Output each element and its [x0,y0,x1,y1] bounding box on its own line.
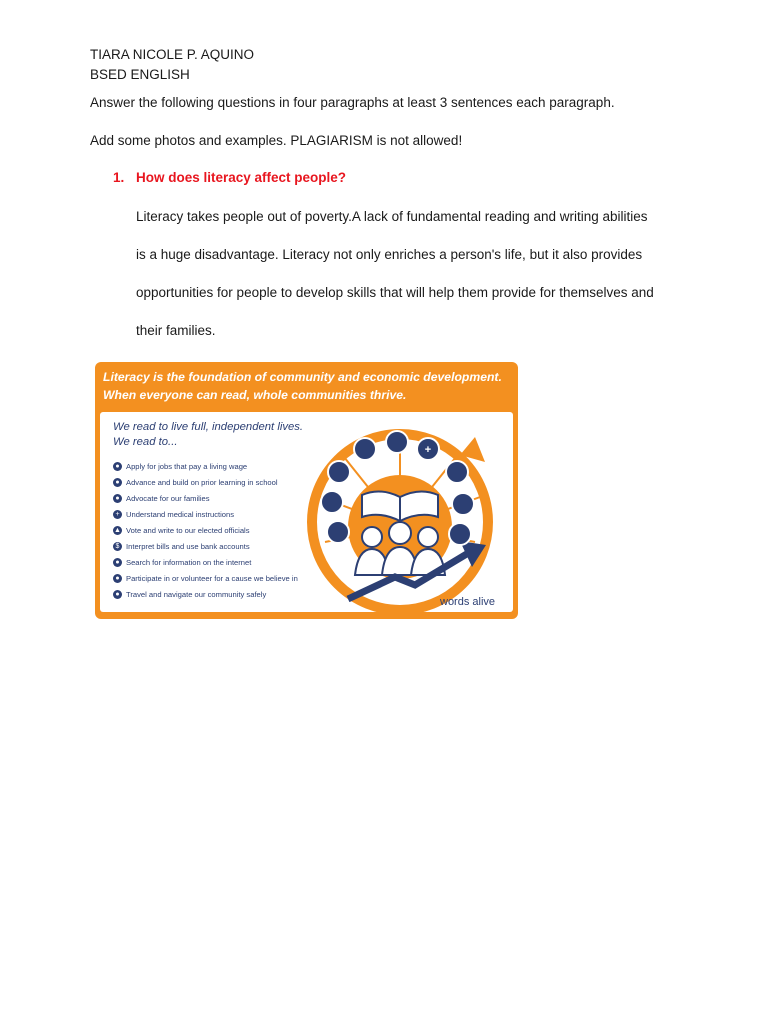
community-diagram [300,417,510,617]
answer-line: opportunities for people to develop skills that will help them provide for themselves and [136,285,654,300]
list-item: + Understand medical instructions [113,508,234,520]
svg-text:+: + [424,444,432,456]
list-item: ● Participate in or volunteer for a cause we believe in [113,572,298,584]
briefcase-icon: ● [113,462,122,471]
list-item: ▲ Vote and write to our elected officials [114,525,250,535]
bus-icon [327,521,349,543]
question-text: How does literacy affect people? [136,170,347,185]
instruction-line-1: Answer the following questions in four paragraphs at least 3 sentences each paragraph. [90,95,615,110]
question-number: 1. [113,170,125,185]
medical-cross-icon: + [113,510,122,519]
money-icon [354,438,376,460]
school-icon [386,431,408,453]
answer-line: their families. [136,323,216,338]
bus-icon: ● [113,590,122,599]
home-icon [446,461,468,483]
author-name: TIARA NICOLE P. AQUINO [90,47,255,62]
hand-icon [321,491,343,513]
answer-line: Literacy takes people out of poverty.A lack of fundamental reading and writing abilities [136,209,648,224]
infographic-subhead-1: We read to live full, independent lives. [113,421,304,433]
answer-line: is a huge disadvantage. Literacy not only enriches a person's life, but it also provides [136,247,643,262]
list-item: ● Apply for jobs that pay a living wage [113,460,247,472]
literacy-infographic [95,362,518,619]
list-item: ● Advance and build on prior learning in school [113,476,278,488]
hand-icon: ● [113,574,122,583]
list-item: $ Interpret bills and use bank accounts [113,540,250,552]
infographic-headline-2: When everyone can read, whole communities thrive. [103,388,407,402]
infographic-subhead-2: We read to... [113,436,178,448]
list-item: ● Advocate for our families [113,492,210,504]
list-item: ● Search for information on the internet [113,556,251,568]
instruction-line-2: Add some photos and examples. PLAGIARISM is not allowed! [90,133,463,148]
vote-icon [449,523,471,545]
computer-icon [328,461,350,483]
bank-icon: $ [113,542,122,551]
family-icon: ● [113,494,122,503]
infographic-headline-1: Literacy is the foundation of community and economic development. [103,370,502,384]
course-name: BSED ENGLISH [90,67,190,82]
words-alive-logo: words alive [440,596,496,608]
computer-icon: ● [113,558,122,567]
graduate-icon: ● [113,478,122,487]
list-item: ● Travel and navigate our community safely [113,588,266,600]
church-icon [452,493,474,515]
vote-icon: ▲ [114,526,121,534]
